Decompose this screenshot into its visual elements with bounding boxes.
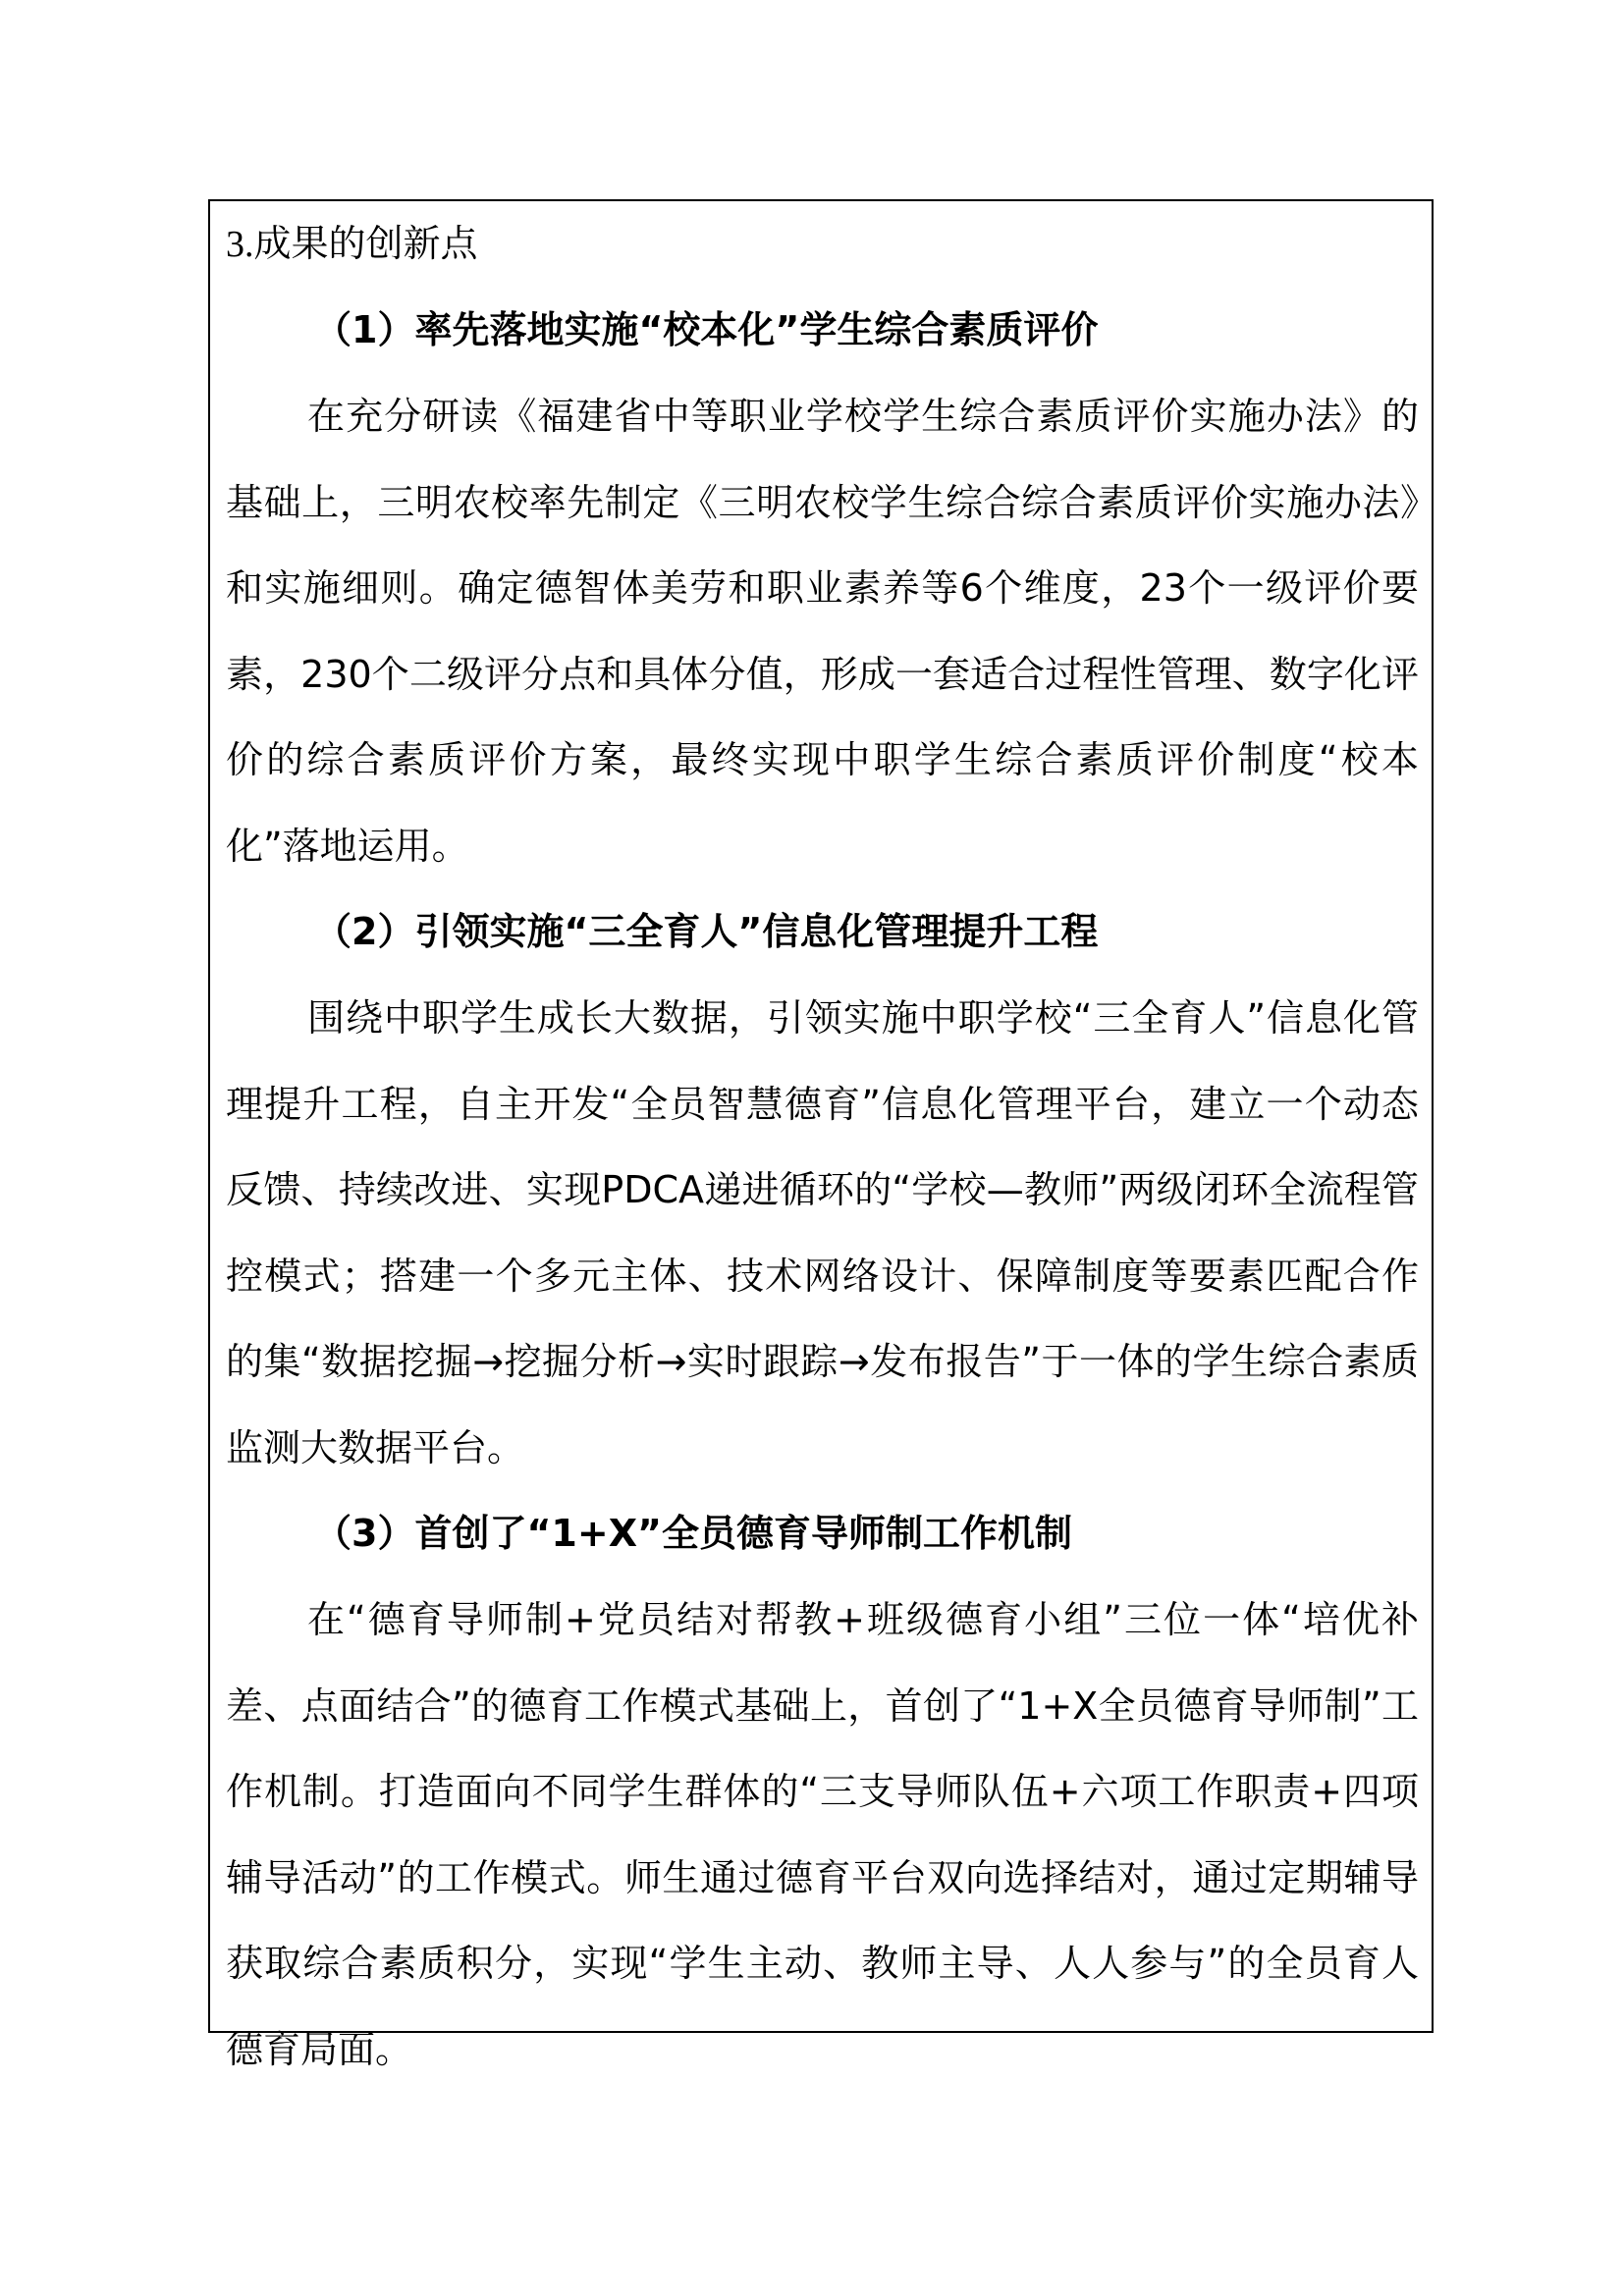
item-2-body: 围绕中职学生成长大数据，引领实施中职学校“三全育人”信息化管理提升工程，自主开发“全员智慧德育”信息化管理平台，建立一个动态反馈、持续改进、实现PDCA递进循环的“学校—教师”两级闭环全流程管控模式；搭建一个多元主体、技术网络设计、保障制度等要素匹配合作的集“数据挖掘→挖掘分析→实时跟踪→发布报告”于一体的学生综合素质监测大数据平台。: [226, 996, 1419, 1469]
item-3-heading: （3）首创了“1+X”全员德育导师制工作机制: [314, 1512, 1072, 1555]
section-heading: 3.成果的创新点: [226, 224, 478, 265]
item-3-body: 在“德育导师制+党员结对帮教+班级德育小组”三位一体“培优补差、点面结合”的德育工作模式基础上，首创了“1+X全员德育导师制”工作机制。打造面向不同学生群体的“三支导师队伍+六项工作职责+四项辅导活动”的工作模式。师生通过德育平台双向选择结对，通过定期辅导获取综合素质积分，实现“学生主动、教师主导、人人参与”的全员育人德育局面。: [226, 1598, 1419, 2071]
item-2-heading: （2）引领实施“三全育人”信息化管理提升工程: [314, 910, 1099, 953]
item-1-heading: （1）率先落地实施“校本化”学生综合素质评价: [314, 308, 1099, 351]
item-1-body: 在充分研读《福建省中等职业学校学生综合素质评价实施办法》的基础上，三明农校率先制定《三明农校学生综合综合素质评价实施办法》和实施细则。确定德智体美劳和职业素养等6个维度，23个一级评价要素，230个二级评分点和具体分值，形成一套适合过程性管理、数字化评价的综合素质评价方案，最终实现中职学生综合素质评价制度“校本化”落地运用。: [226, 395, 1419, 868]
